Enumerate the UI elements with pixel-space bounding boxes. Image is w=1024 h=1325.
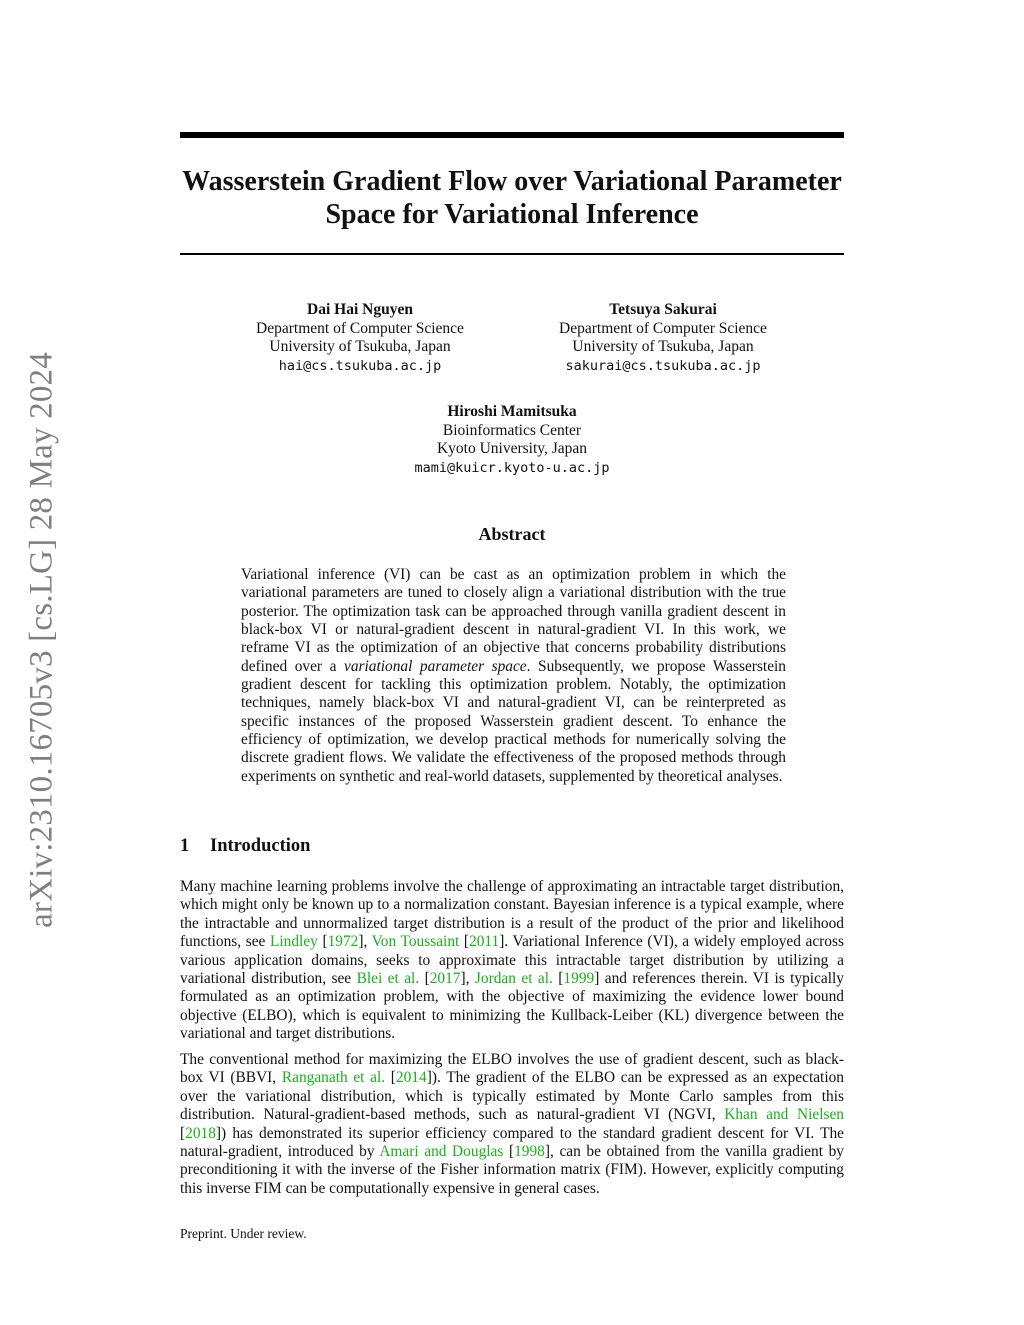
- author-block-3: [372, 403, 652, 477]
- paragraph-text: ], can be obtained from the vanilla gradient by preconditioning it with the inverse of the Fisher information matrix (FIM). However, explicitly computing this inverse FIM can be computationally expensive in general cases.: [180, 1143, 844, 1197]
- citation-link[interactable]: Amari and Douglas: [379, 1143, 504, 1161]
- paragraph-text: ]. Variational Inference (VI), a widely employed across various application domains, seeks to approximate this intractable target distribution by utilizing a variational distribution, see: [180, 933, 844, 988]
- abstract-text: Variational inference (VI) can be cast as an optimization problem in which the variational parameters are tuned to closely align a variational distribution with the true posterior. The optimization task can be approached through vanilla gradient descent in black-box VI or natural-gradient descent in natural-gradient VI. In this work, we reframe VI as the optimization of an objective that concerns probability distributions defined over a: [241, 566, 786, 675]
- paragraph-text: The conventional method for maximizing the ELBO involves the use of gradient descent, such as black-box VI (BBVI,: [180, 1051, 844, 1087]
- author-department: Bioinformatics Center: [442, 421, 582, 439]
- paragraph-text: Many machine learning problems involve the challenge of approximating an intractable target distribution, which might only be known up to a normalization constant. Bayesian inference is a typical example, where the intractable and unnormalized target distribution is a result of the product of the prior and likelihood functions, see: [180, 878, 844, 951]
- intro-paragraph-2: The conventional method for maximizing the ELBO involves the use of gradient descent, such as black-box VI (BBVI, Ranganath et al. [2014]). The gradient of the ELBO can be expressed as an expectation over the variational distribution, which is typically estimated by Monte Carlo samples from this distribution. Natural-gradient-based methods, such as natural-gradient VI (NGVI, Khan and Nielsen [2018]) has demonstrated its superior efficiency compared to the standard gradient descent for VI. The natural-gradient, introduced by Amari and Douglas [1998], can be obtained from the vanilla gradient by preconditioning it with the inverse of the Fisher information matrix (FIM). However, explicitly computing this inverse FIM can be computationally expensive in general cases.: [180, 1051, 844, 1197]
- author-affiliation: University of Tsukuba, Japan: [269, 338, 451, 355]
- citation-link[interactable]: Von Toussaint: [371, 933, 460, 951]
- arxiv-identifier-stamp: arXiv:2310.16705v3 [cs.LG] 28 May 2024: [23, 352, 60, 928]
- paragraph-text: ]) has demonstrated its superior efficiency compared to the standard gradient descent for VI. The natural-gradient, introduced by: [180, 1124, 844, 1161]
- author-email[interactable]: mami@kuicr.kyoto-u.ac.jp: [414, 459, 610, 476]
- abstract-body: [241, 566, 786, 786]
- citation-link[interactable]: Ranganath et al.: [281, 1069, 386, 1087]
- citation-link[interactable]: Khan and Nielsen: [724, 1106, 844, 1124]
- citation-link[interactable]: Blei et al.: [356, 970, 420, 988]
- citation-year-link[interactable]: 2018: [185, 1124, 216, 1142]
- intro-paragraph-1: Many machine learning problems involve the challenge of approximating an intractable target distribution, which might only be known up to a normalization constant. Bayesian inference is a typical example, where the intractable and unnormalized target distribution is a result of the product of the prior and likelihood functions, see Lindley [1972], Von Toussaint [2011]. Variational Inference (VI), a widely employed across various application domains, seeks to approximate this intractable target distribution by utilizing a variational distribution, see Blei et al. [2017], Jordan et al. [1999] and references therein. VI is typically formulated as an optimization problem, with the objective of maximizing the evidence lower bound objective (ELBO), which is equivalent to minimizing the Kullback-Leiber (KL) divergence between the variational and target distributions.: [180, 878, 844, 1043]
- citation-year-link[interactable]: 1972: [327, 933, 359, 951]
- title-bottom-rule: [180, 253, 844, 255]
- citation-link[interactable]: Jordan et al.: [474, 970, 553, 988]
- paragraph-text: ]). The gradient of the ELBO can be expressed as an expectation over the variational distribution, which is typically estimated by Monte Carlo samples from this distribution. Natural-gradient-based methods, such as natural-gradient VI (NGVI,: [180, 1069, 844, 1124]
- abstract-text: . Subsequently, we propose Wasserstein gradient descent for tackling this optimization problem. Notably, the optimization techniques, namely black-box VI and natural-gradient VI, can be reinterpreted as specific instances of the proposed Wasserstein gradient descent. To enhance the efficiency of optimization, we develop practical methods for numerically solving the discrete gradient flows. We validate the effectiveness of the proposed methods through experiments on synthetic and real-world datasets, supplemented by theoretical analyses.: [241, 657, 787, 785]
- paragraph-text: ] and references therein. VI is typically formulated as an optimization problem, with the objective of maximizing the evidence lower bound objective (ELBO), which is equivalent to minimizing the Kullback-Leiber (KL) divergence between the variational and target distributions.: [180, 970, 844, 1043]
- author-name: Tetsuya Sakurai: [609, 301, 717, 318]
- section-number: 1: [180, 836, 190, 856]
- title-line-2: Space for Variational Inference: [325, 199, 699, 230]
- citation-link[interactable]: Lindley: [269, 933, 318, 951]
- citation-year-link[interactable]: 2014: [395, 1069, 427, 1087]
- preprint-footer: Preprint. Under review.: [180, 1226, 307, 1241]
- paragraph-text: ],: [460, 970, 475, 988]
- paper-title: [150, 165, 874, 231]
- title-top-rule: [180, 132, 844, 138]
- author-name: Hiroshi Mamitsuka: [447, 403, 577, 420]
- author-department: Department of Computer Science: [256, 319, 464, 337]
- author-email[interactable]: sakurai@cs.tsukuba.ac.jp: [565, 357, 761, 374]
- author-department: Department of Computer Science: [559, 319, 767, 337]
- abstract-heading: Abstract: [478, 524, 546, 544]
- citation-year-link[interactable]: 1999: [563, 970, 595, 988]
- author-affiliation: University of Tsukuba, Japan: [572, 338, 754, 355]
- title-line-1: Wasserstein Gradient Flow over Variational Parameter: [182, 166, 842, 197]
- author-affiliation: Kyoto University, Japan: [436, 440, 588, 457]
- abstract-emphasis: variational parameter space: [343, 657, 527, 675]
- author-block-1: [220, 301, 500, 375]
- paragraph-text: ],: [358, 933, 372, 951]
- section-heading: [180, 836, 310, 857]
- citation-year-link[interactable]: 2011: [469, 933, 500, 951]
- citation-year-link[interactable]: 1998: [514, 1143, 545, 1161]
- author-block-2: [522, 301, 804, 375]
- author-email[interactable]: hai@cs.tsukuba.ac.jp: [278, 357, 442, 374]
- section-title: Introduction: [210, 836, 311, 856]
- author-name: Dai Hai Nguyen: [307, 301, 413, 318]
- citation-year-link[interactable]: 2017: [429, 970, 461, 988]
